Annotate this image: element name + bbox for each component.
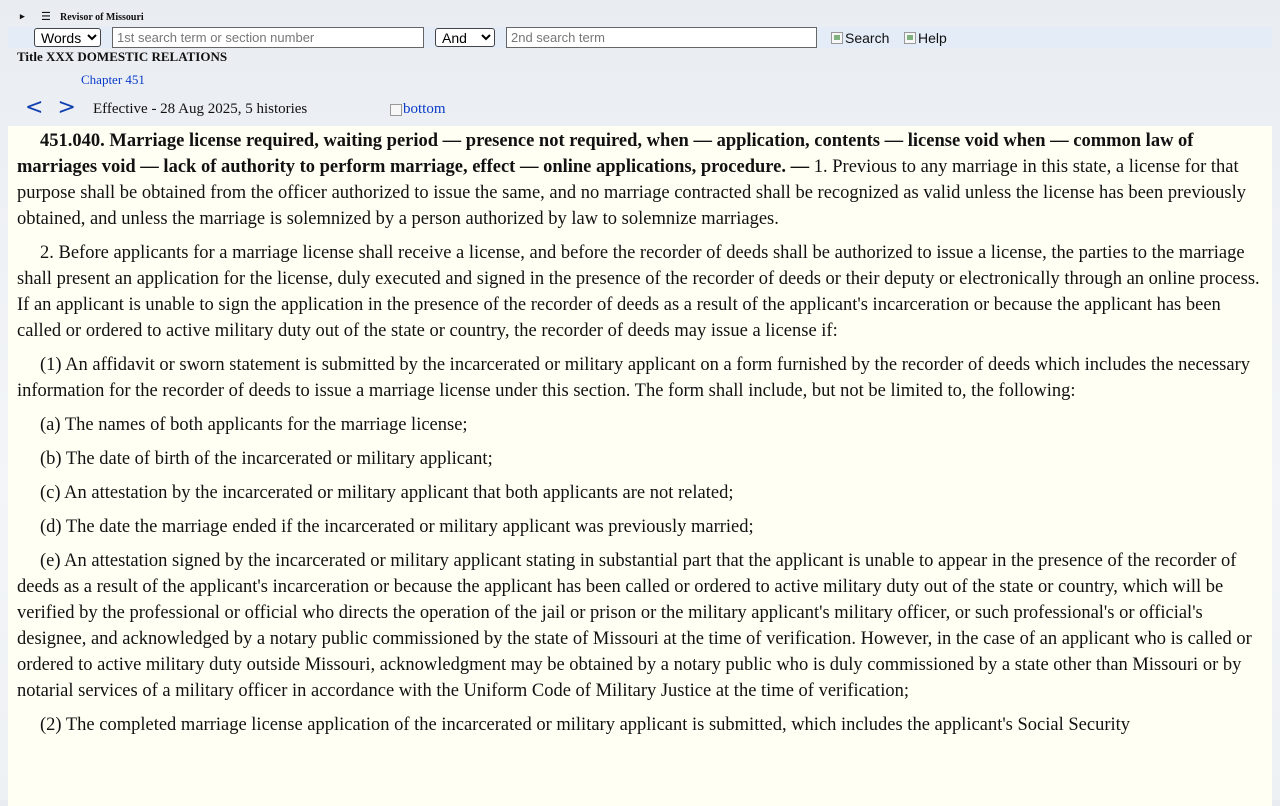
section-item-d: (d) The date the marriage ended if the incarcerated or military applicant was previously married; [40, 517, 754, 537]
bottom-link-label: bottom [403, 101, 446, 117]
chapter-link[interactable]: Chapter 451 [81, 72, 145, 87]
statute-text [8, 126, 1272, 806]
search-operator-select[interactable] [435, 28, 495, 47]
section-paragraph-2: 2. Before applicants for a marriage license shall receive a license, and before the recorder of deeds shall be authorized to issue a license, the parties to the marriage shall present an application for the license, duly executed and signed in the presence of the recorder of deeds or their deputy or electronically through an online process. If an applicant is unable to sign the application in the presence of the recorder of deeds as a result of the applicant's incarceration or because the applicant has been called or ordered to active military duty out of the state or country, the recorder of deeds may issue a license if: [17, 243, 1260, 341]
help-button-label: Help [918, 30, 947, 46]
site-brand-link[interactable]: Revisor of Missouri [60, 12, 144, 23]
site-header [0, 8, 600, 26]
broken-image-icon [831, 32, 843, 44]
paragraph-text: 1. Previous to any marriage in this state, a license for that purpose shall be obtained from the officer authorized to issue the same, and no marriage contracted shall be recognized as valid unless the license has been previously obtained, and unless the marriage is solemnized by a person authorized by law to solemnize marriages. [17, 157, 1246, 229]
section-item-b: (b) The date of birth of the incarcerated or military applicant; [40, 449, 493, 469]
menu-icon[interactable]: ☰ [41, 11, 51, 23]
title-heading: Title XXX DOMESTIC RELATIONS [17, 49, 228, 64]
search-mode-select[interactable] [34, 28, 101, 47]
section-item-e: (e) An attestation signed by the incarcerated or military applicant stating in substantial part that the applicant is unable to appear in the presence of the recorder of deeds as a result of the applicant's incarceration or because the applicant has been called or ordered to active military duty out of the state or country, which will be verified by the professional or official who directs the operation of the jail or prison or the military applicant's military officer, or such professional's or official's designee, and acknowledged by a notary public commissioned by the state of Missouri at the time of verification. However, in the case of an applicant who is called or ordered to active military duty outside Missouri, acknowledgment may be obtained by a notary public who is duly commissioned by a state other than Missouri or by notarial services of a military officer in accordance with the Uniform Code of Military Justice at the time of verification; [17, 551, 1252, 701]
prev-section-button[interactable]: < [25, 95, 44, 120]
search-term-2-input[interactable] [506, 27, 817, 48]
next-section-button[interactable]: > [57, 95, 76, 120]
search-term-1-input[interactable] [112, 27, 424, 48]
expand-triangle-icon[interactable]: ▸ [20, 11, 25, 21]
section-item-a: (a) The names of both applicants for the marriage license; [40, 415, 468, 435]
search-button[interactable] [831, 30, 889, 46]
section-paragraph-3: (1) An affidavit or sworn statement is submitted by the incarcerated or military applicant on a form furnished by the recorder of deeds which includes the necessary information for the recorder of deeds to issue a marriage license under this section. The form shall include, but not be limited to, the following: [17, 355, 1250, 401]
search-bar [8, 27, 1272, 48]
broken-image-icon [904, 32, 916, 44]
jump-to-bottom-link[interactable] [390, 101, 446, 118]
section-paragraph-4: (2) The completed marriage license application of the incarcerated or military applicant is submitted, which includes the applicant's Social Security [40, 715, 1131, 735]
effective-date-text: Effective - 28 Aug 2025, 5 histories [93, 101, 308, 117]
section-item-c: (c) An attestation by the incarcerated or military applicant that both applicants are not related; [40, 483, 734, 503]
broken-image-icon [390, 104, 402, 116]
section-nav [25, 95, 90, 120]
section-paragraph-1 [17, 128, 1263, 232]
help-button[interactable] [904, 30, 947, 46]
section-heading: 451.040. Marriage license required, waiting period — presence not required, when — application, contents — license void when — common law of marriages void — lack of authority to perform marriage, effect — online applications, procedure. — [17, 131, 1194, 177]
search-button-label: Search [845, 30, 890, 46]
